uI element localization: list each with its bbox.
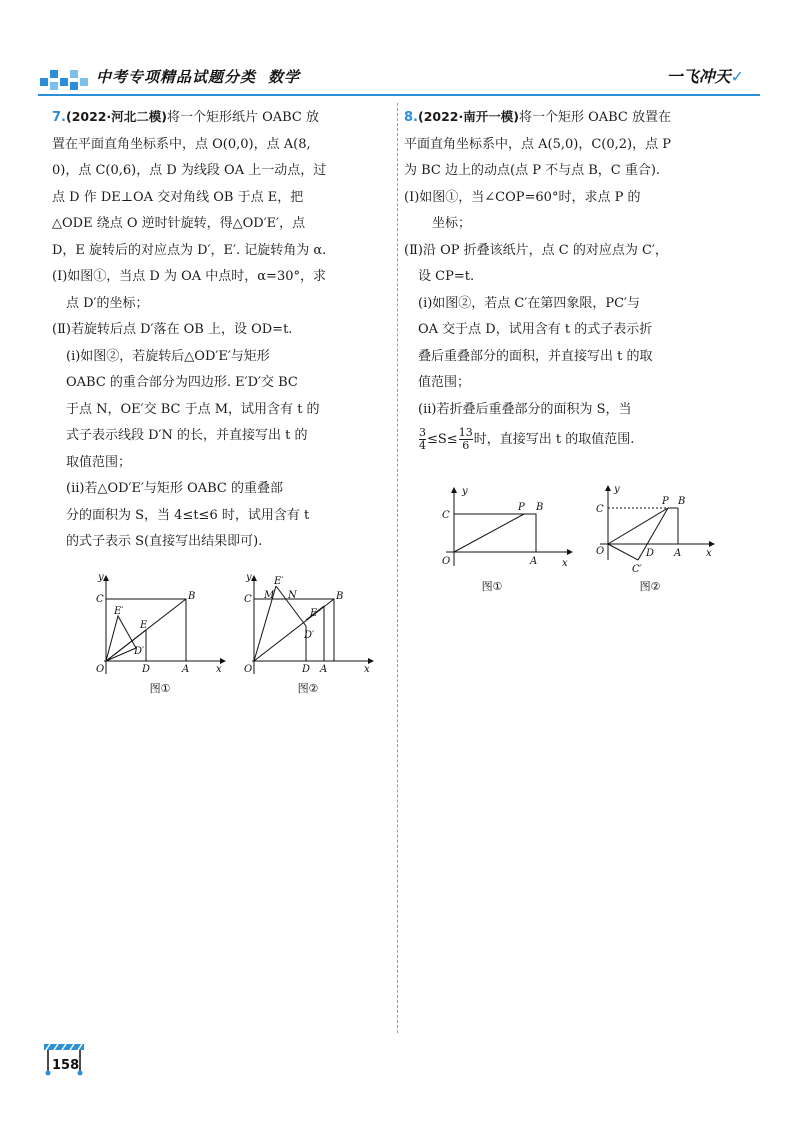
fig1-D1-label: D′: [134, 646, 145, 657]
p8-fig2-caption: 图②: [639, 580, 661, 593]
fig2-y-label: y: [246, 572, 252, 583]
fig2-M-label: M: [264, 590, 275, 601]
fig1-A-label: A: [182, 664, 190, 675]
fig2-C-label: C: [244, 594, 252, 605]
problem-7-line-1: 7.(2022·河北二模)将一个矩形纸片 OABC 放: [52, 109, 320, 125]
fig1-E-label: E: [140, 620, 148, 631]
header-rule: [38, 94, 760, 96]
fig2-D1-label: D′: [304, 630, 315, 641]
p8-fig1-caption: 图①: [481, 580, 503, 593]
brand-logo: 一飞冲天✓: [666, 67, 744, 86]
p8-fig1-P-label: P: [518, 502, 525, 513]
page-header: [38, 58, 760, 96]
p8-sub1: (ⅰ)如图②，若点 C′在第四象限，PC′与: [418, 295, 640, 311]
book-title: 中考专项精品试题分类 数学: [96, 68, 301, 86]
p8-fig1-y-label: y: [462, 486, 468, 497]
p8-fig1-B-label: B: [536, 502, 544, 513]
fig1-B-label: B: [188, 591, 196, 602]
p8-fig1-A-label: A: [530, 556, 538, 567]
fig1-D-label: D: [142, 664, 151, 675]
checker-logo-icon: [38, 60, 92, 92]
fig2-N-label: N: [288, 590, 297, 601]
p8-fig2-B-label: B: [678, 496, 686, 507]
check-icon: ✓: [730, 67, 744, 86]
problem-7: 7.(2022·河北二模)将一个矩形纸片 OABC 放 置在平面直角坐标系中，点 O(0,0)，点 A(8, 0)，点 C(0,6)，点 D 为线段 OA 上一动点，过 点 D 作 DE⊥OA 交对角线 OB 于点 E，把 △ODE 绕点 O 逆时针旋转，得△OD′E′，点 D，E 旋转后的对应点为 D′，E′. 记旋转角为 α. (Ⅰ)如图①，当点 D 为 OA 中点时，α=30°，求 点 D′的坐标； (Ⅱ)若旋转后点 D′落在 OB 上，设 OD=t. (ⅰ)如图②，若旋转后△OD′E′与矩形 OABC 的重合部分为四边形. E′D′交 BC 于点 N，OE′交 BC 于点 M，试用含有 t 的 式子表示线段 D′N 的长，并直接写出 t 的 取值范围； (ⅱ)若△OD′E′与矩形 OABC 的重叠部 分的面积为 S，当 4≤t≤6 时，试用含有 t 的式子表示 S(直接写出结果即可).: [52, 104, 390, 556]
p8-fig2-D-label: D: [646, 548, 655, 559]
p7-sub2: (ⅱ)若△OD′E′与矩形 OABC 的重叠部: [66, 481, 283, 496]
p8-fig2-C1-label: C′: [632, 564, 642, 575]
problem-8-line-1: 8.(2022·南开一模)将一个矩形 OABC 放置在: [404, 109, 672, 125]
fig2-B-label: B: [336, 591, 344, 602]
subject-label: 数学: [268, 68, 301, 86]
p8-fig2-A-label: A: [674, 548, 682, 559]
column-divider: [397, 103, 398, 1033]
fig1-x-label: x: [216, 664, 222, 675]
page-number: 158: [52, 1058, 80, 1073]
fig2-E1-label: E′: [274, 576, 284, 587]
p7-part1: (Ⅰ)如图①，当点 D 为 OA 中点时，α=30°，求: [52, 269, 326, 284]
p8-fig2-x-label: x: [706, 548, 712, 559]
p8-fig2-O-label: O: [596, 546, 605, 557]
p8-fig2-P-label: P: [662, 496, 669, 507]
p8-figure-2: [590, 484, 720, 594]
p8-sub2: (ⅱ)若折叠后重叠部分的面积为 S，当: [418, 401, 632, 417]
fig2-D-label: D: [302, 664, 311, 675]
p7-sub1: (ⅰ)如图②，若旋转后△OD′E′与矩形: [66, 348, 270, 364]
p7-fig2-caption: 图②: [297, 682, 319, 695]
p8-part2: (Ⅱ)沿 OP 折叠该纸片，点 C 的对应点为 C′，: [404, 242, 668, 258]
fig1-O-label: O: [96, 664, 105, 675]
p7-fig1-caption: 图①: [149, 682, 171, 695]
fig1-E1-label: E′: [114, 606, 124, 617]
fig2-A-label: A: [320, 664, 328, 675]
fraction-3-4: $\frac{3}{4}$: [419, 426, 426, 452]
problem-8: 8.(2022·南开一模)将一个矩形 OABC 放置在 平面直角坐标系中，点 A(5,0)，C(0,2)，点 P 为 BC 边上的动点(点 P 不与点 B，C 重合). (Ⅰ)如图①，当∠COP=60°时，求点 P 的 坐标； (Ⅱ)沿 OP 折叠该纸片，点 C 的对应点为 C′， 设 CP=t. (ⅰ)如图②，若点 C′在第四象限，PC′与 OA 交于点 D，试用含有 t 的式子表示折 叠后重叠部分的面积，并直接写出 t 的取 值范围； (ⅱ)若折叠后重叠部分的面积为 S，当 $\frac{3}{4}$ ≤S≤ $\frac{13}{6}$ 时，直接写出 t 的取值范围.: [404, 104, 746, 457]
fig1-y-label: y: [98, 572, 104, 583]
p8-fig2-y-label: y: [614, 484, 620, 495]
p8-sub2-inequality: $\frac{3}{4}$ ≤S≤ $\frac{13}{6}$ 时，直接写出 t 的取值范围.: [419, 426, 635, 452]
p7-figure-2: [238, 568, 378, 696]
p7-figure-1: [90, 568, 230, 696]
fraction-13-6: $\frac{13}{6}$: [458, 426, 473, 452]
p8-fig1-x-label: x: [562, 558, 568, 569]
fig2-O-label: O: [244, 664, 253, 675]
fig1-C-label: C: [96, 594, 104, 605]
p8-figure-1: [432, 484, 582, 594]
fig2-E-label: E: [310, 608, 318, 619]
p8-fig1-C-label: C: [442, 510, 450, 521]
p8-fig2-C-label: C: [596, 504, 604, 515]
p7-part2: (Ⅱ)若旋转后点 D′落在 OB 上，设 OD=t.: [52, 322, 293, 337]
fig2-x-label: x: [364, 664, 370, 675]
p8-part1: (Ⅰ)如图①，当∠COP=60°时，求点 P 的: [404, 189, 641, 205]
p8-fig1-O-label: O: [442, 556, 451, 567]
